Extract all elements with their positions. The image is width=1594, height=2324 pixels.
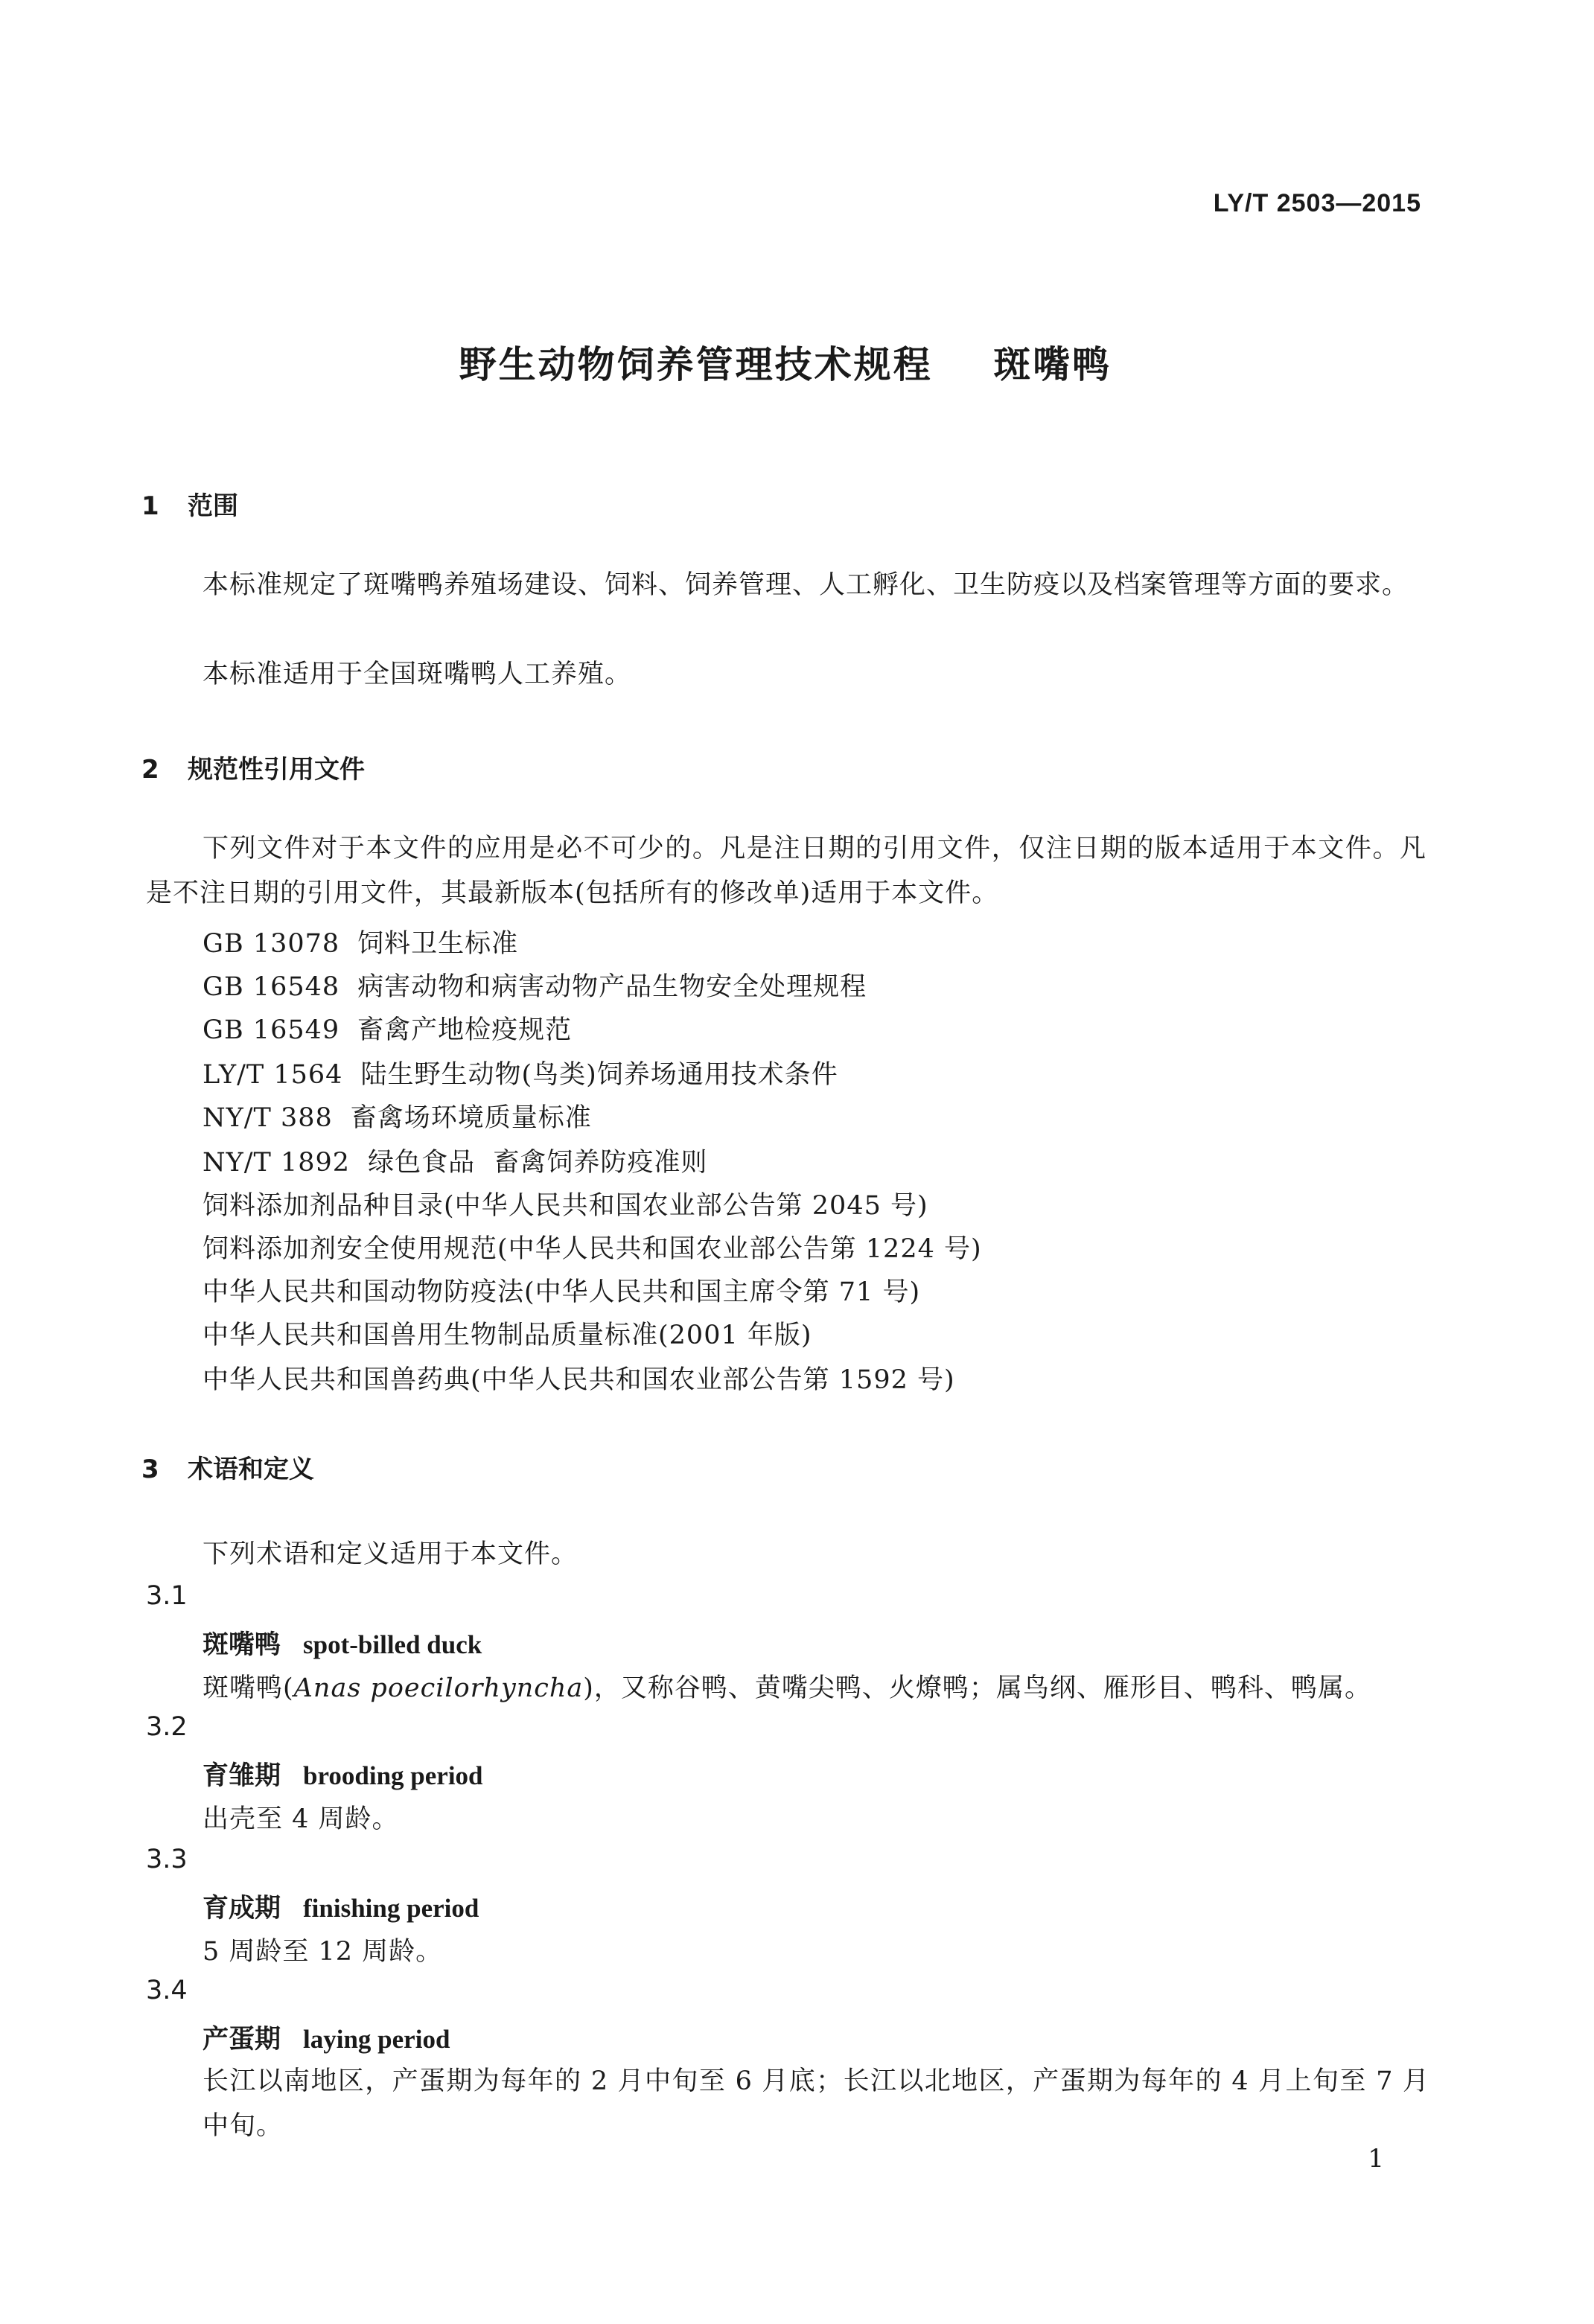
reference-title: 陆生野生动物(鸟类)饲养场通用技术条件 [360, 1060, 838, 1090]
section-1-heading [141, 485, 238, 522]
term-number: 3.3 [146, 1845, 188, 1874]
reference-code: NY/T 388 [203, 1103, 333, 1133]
term-number: 3.2 [146, 1712, 188, 1742]
term-english: brooding period [303, 1761, 483, 1790]
document-title: 野生动物饲养管理技术规程 斑嘴鸭 [459, 343, 1112, 386]
references-intro: 下列文件对于本文件的应用是必不可少的。凡是注日期的引用文件，仅注日期的版本适用于本文件。凡是不注日期的引用文件，其最新版本(包括所有的修改单)适用于本文件。 [146, 834, 1426, 908]
term-heading [203, 1755, 483, 1793]
reference-code: NY/T 1892 [203, 1148, 351, 1178]
reference-title: 饲料卫生标准 [357, 929, 519, 959]
term-english: finishing period [303, 1894, 479, 1923]
section-title: 规范性引用文件 [188, 755, 365, 785]
definition-text: 斑嘴鸭( [203, 1673, 294, 1703]
reference-item [203, 966, 867, 1003]
term-heading [203, 2019, 450, 2056]
term-chinese: 斑嘴鸭 [203, 1629, 281, 1660]
section-2-heading [141, 749, 365, 785]
reference-item [203, 1142, 707, 1179]
term-definition: 出壳至 4 周龄。 [203, 1804, 399, 1834]
term-definition: 5 周龄至 12 周龄。 [203, 1937, 443, 1967]
reference-item [203, 1097, 592, 1134]
term-number: 3.1 [146, 1581, 188, 1611]
reference-item [203, 923, 518, 960]
reference-code: GB 13078 [203, 929, 340, 959]
reference-item: 中华人民共和国动物防疫法(中华人民共和国主席令第 71 号) [203, 1277, 921, 1307]
term-english: laying period [303, 2025, 450, 2054]
section-number: 2 [141, 755, 159, 785]
reference-item [203, 1009, 572, 1047]
term-definition [203, 1667, 1371, 1705]
reference-title: 畜禽场环境质量标准 [350, 1103, 592, 1133]
page-number: 1 [1368, 2144, 1384, 2174]
section-title: 范围 [188, 491, 238, 521]
scope-paragraph-2: 本标准适用于全国斑嘴鸭人工养殖。 [203, 660, 632, 689]
terms-intro: 下列术语和定义适用于本文件。 [203, 1539, 578, 1569]
term-chinese: 育雏期 [203, 1760, 281, 1791]
reference-title: 绿色食品 畜禽饲养防疫准则 [368, 1148, 708, 1178]
section-number: 1 [141, 491, 159, 521]
term-heading [203, 1624, 482, 1661]
section-number: 3 [141, 1455, 159, 1484]
term-english: spot-billed duck [303, 1630, 482, 1659]
term-heading [203, 1888, 479, 1925]
term-chinese: 产蛋期 [203, 2024, 281, 2055]
section-title: 术语和定义 [188, 1455, 314, 1484]
reference-item: 饲料添加剂品种目录(中华人民共和国农业部公告第 2045 号) [203, 1191, 928, 1221]
definition-text: )，又称谷鸭、黄嘴尖鸭、火燎鸭；属鸟纲、雁形目、鸭科、鸭属。 [583, 1673, 1371, 1703]
term-chinese: 育成期 [203, 1893, 281, 1924]
reference-item [203, 1054, 838, 1091]
standard-code: LY/T 2503—2015 [1213, 189, 1421, 217]
term-number: 3.4 [146, 1976, 188, 2005]
reference-item: 中华人民共和国兽用生物制品质量标准(2001 年版) [203, 1321, 812, 1350]
reference-item: 中华人民共和国兽药典(中华人民共和国农业部公告第 1592 号) [203, 1365, 955, 1395]
reference-code: GB 16549 [203, 1015, 340, 1045]
scope-paragraph-1: 本标准规定了斑嘴鸭养殖场建设、饲料、饲养管理、人工孵化、卫生防疫以及档案管理等方面的要求。 [203, 570, 1409, 600]
section-3-heading [141, 1449, 314, 1485]
reference-title: 病害动物和病害动物产品生物安全处理规程 [357, 972, 867, 1002]
reference-item: 饲料添加剂安全使用规范(中华人民共和国农业部公告第 1224 号) [203, 1234, 982, 1264]
term-definition: 长江以南地区，产蛋期为每年的 2 月中旬至 6 月底；长江以北地区，产蛋期为每年的 4 月上旬至 7 月中旬。 [203, 2066, 1429, 2141]
latin-name: Anas poecilorhyncha [293, 1673, 584, 1703]
reference-code: GB 16548 [203, 972, 340, 1002]
reference-code: LY/T 1564 [203, 1060, 343, 1090]
reference-title: 畜禽产地检疫规范 [357, 1015, 573, 1045]
